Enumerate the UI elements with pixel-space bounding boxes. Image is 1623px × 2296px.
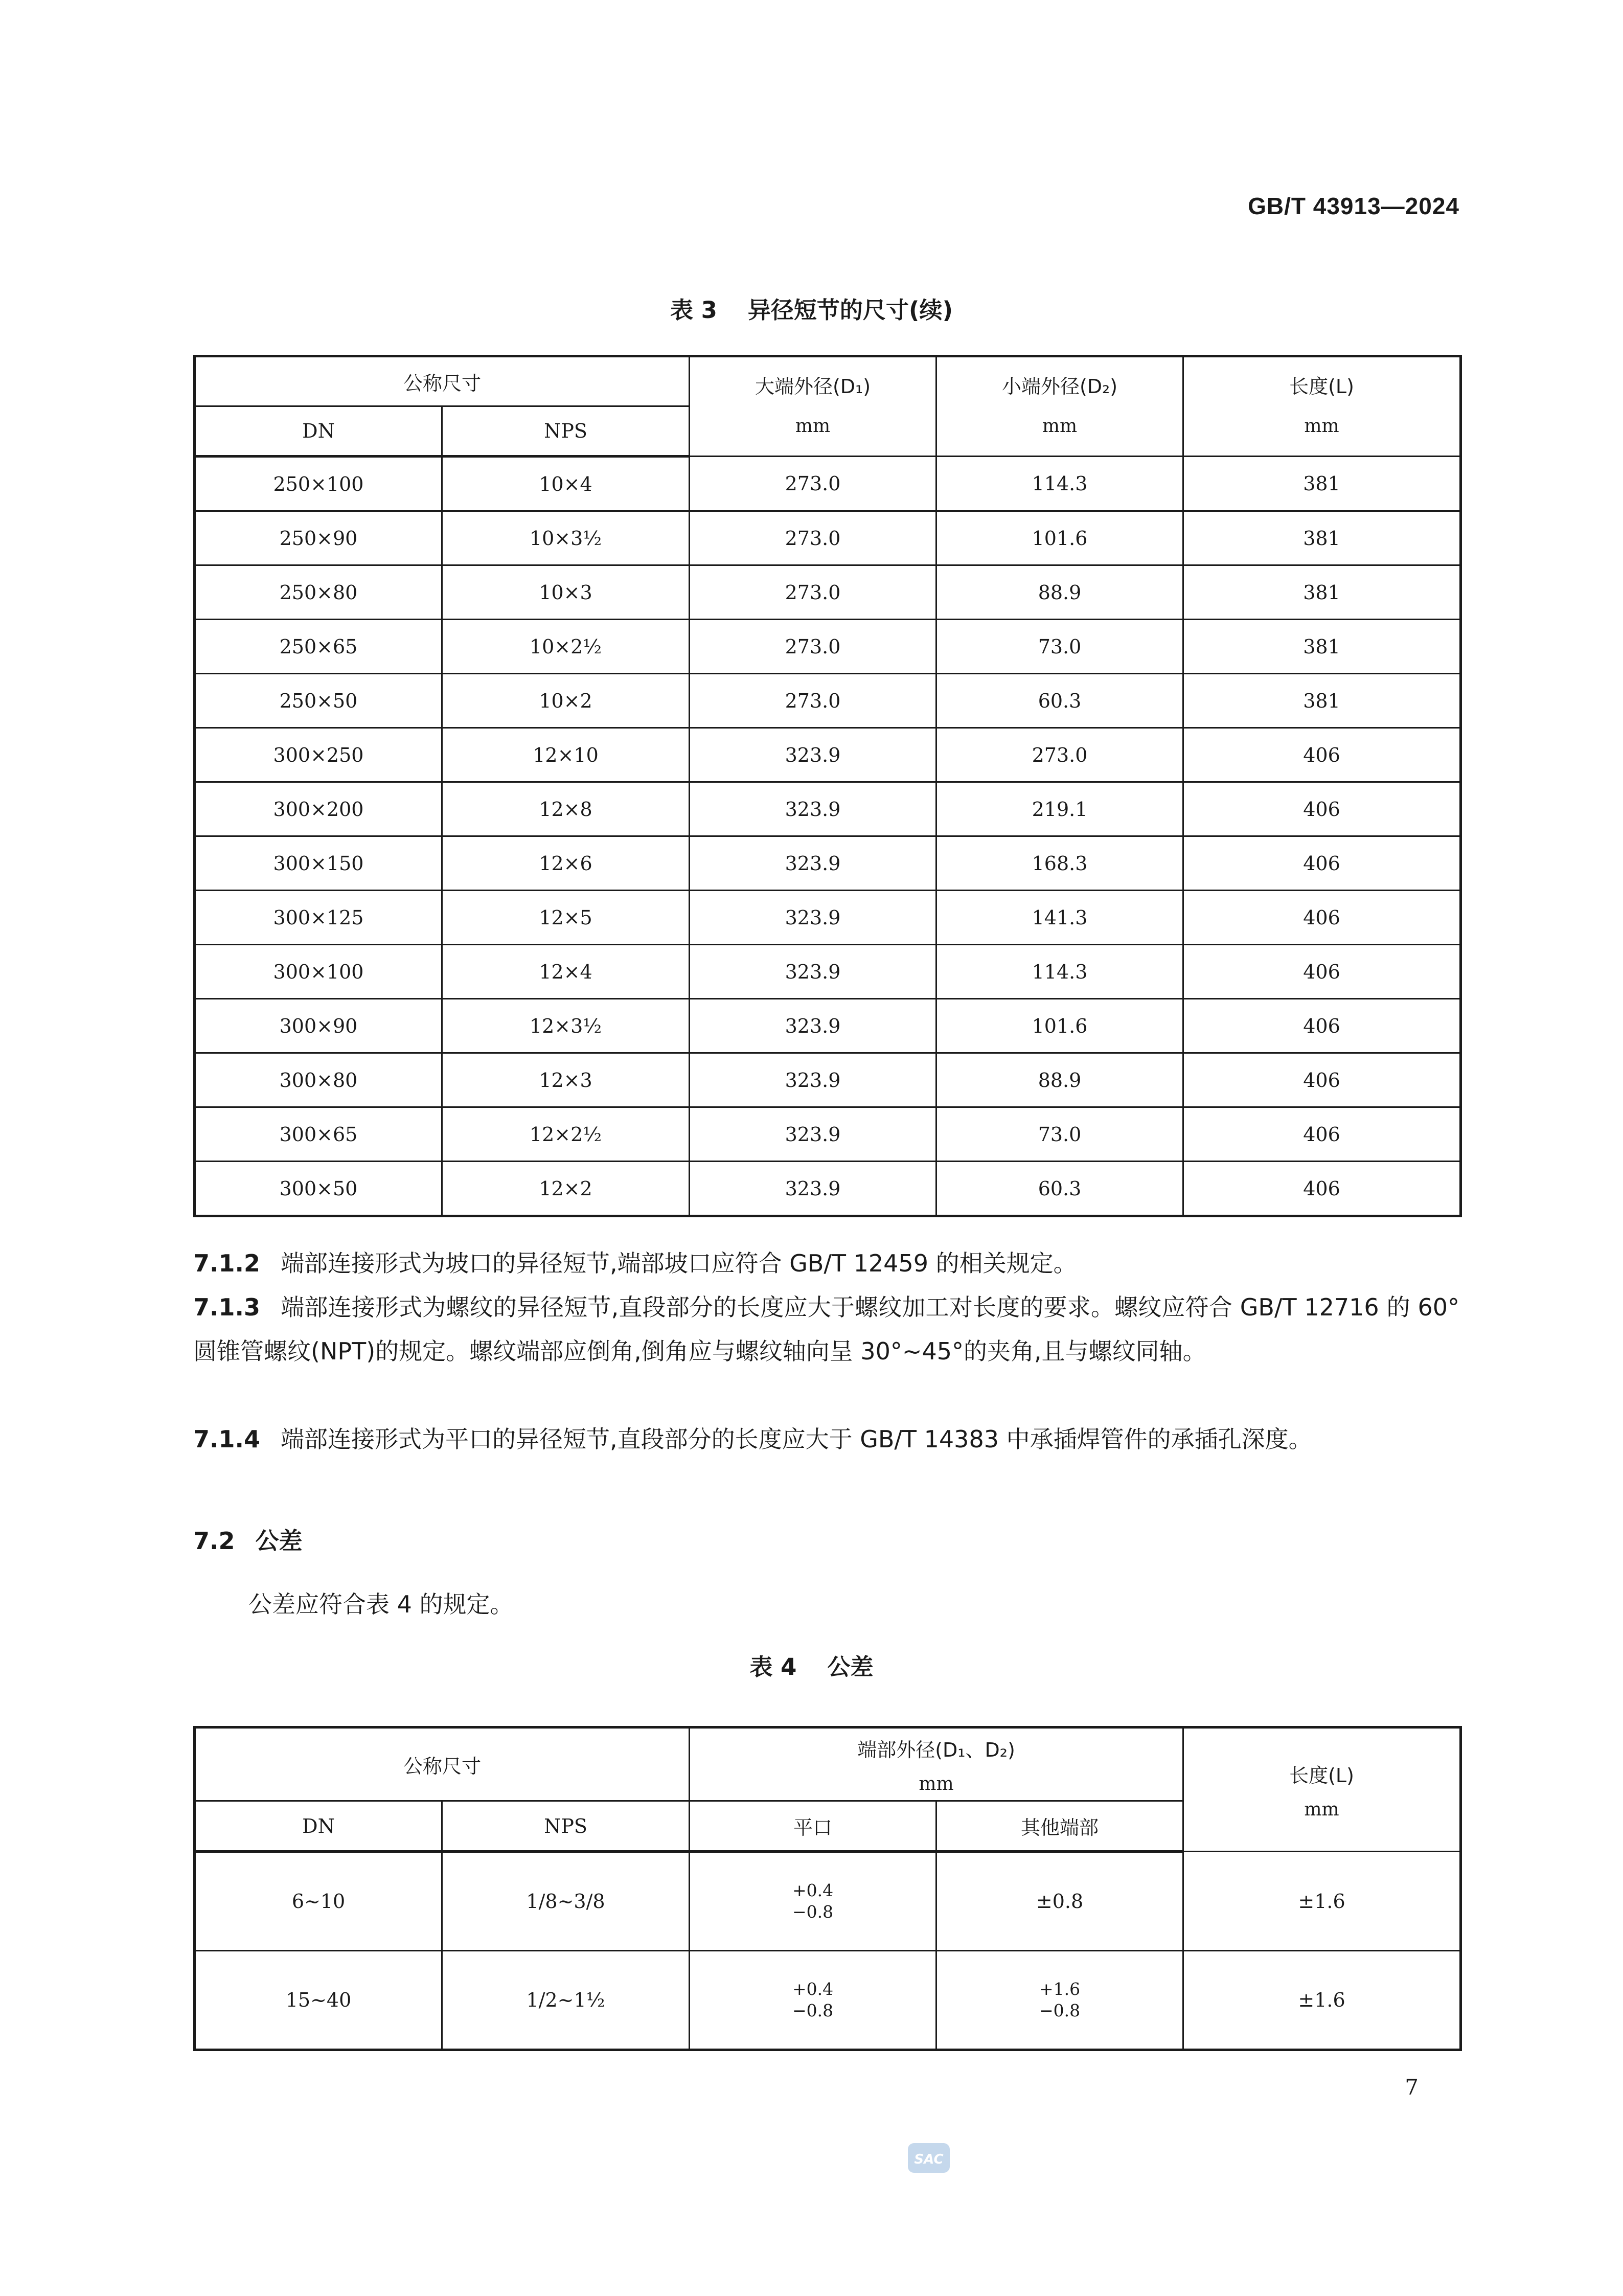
cell-d1: 323.9 bbox=[690, 945, 936, 999]
t3-header-dn: DN bbox=[195, 406, 442, 457]
cell-length: 406 bbox=[1183, 891, 1461, 945]
cell-d2: 219.1 bbox=[936, 782, 1183, 836]
cell-length: ±1.6 bbox=[1183, 1951, 1461, 2050]
table-row bbox=[195, 674, 1461, 728]
table-row bbox=[195, 1107, 1461, 1162]
cell-d2: 73.0 bbox=[936, 1107, 1183, 1162]
cell-d2: 60.3 bbox=[936, 674, 1183, 728]
cell-d1: 323.9 bbox=[690, 1162, 936, 1216]
cell-d2: 114.3 bbox=[936, 457, 1183, 511]
cell-length: 381 bbox=[1183, 565, 1461, 620]
t4-header-nps: NPS bbox=[442, 1801, 690, 1852]
cell-length: 406 bbox=[1183, 945, 1461, 999]
t3-header-d2-unit: mm bbox=[1042, 416, 1078, 437]
cell-d1: 323.9 bbox=[690, 1053, 936, 1107]
cell-dn: 6~10 bbox=[195, 1852, 442, 1951]
cell-d2: 101.6 bbox=[936, 511, 1183, 565]
cell-dn: 300×90 bbox=[195, 999, 442, 1053]
cell-nps: 12×5 bbox=[442, 891, 690, 945]
cell-d1: 323.9 bbox=[690, 836, 936, 891]
t4-header-nominal-size: 公称尺寸 bbox=[195, 1727, 690, 1801]
table4-caption bbox=[0, 1648, 1623, 1681]
cell-nps: 10×2 bbox=[442, 674, 690, 728]
svg-text:SAC: SAC bbox=[914, 2152, 944, 2167]
stacked-tolerance bbox=[792, 1880, 833, 1923]
cell-nps: 12×4 bbox=[442, 945, 690, 999]
t4-header-end-od bbox=[690, 1727, 1183, 1801]
table-row bbox=[195, 1053, 1461, 1107]
cell-d2: 88.9 bbox=[936, 565, 1183, 620]
section-7-2-text: 公差应符合表 4 的规定。 bbox=[248, 1590, 514, 1618]
t4-header-dn: DN bbox=[195, 1801, 442, 1852]
t4-header-end-od-unit: mm bbox=[919, 1774, 954, 1794]
clause-7-1-2 bbox=[193, 1241, 1459, 1285]
cell-dn: 250×80 bbox=[195, 565, 442, 620]
cell-d1: 323.9 bbox=[690, 728, 936, 782]
table-row bbox=[195, 457, 1461, 511]
t3-header-d2-label: 小端外径(D₂) bbox=[1001, 375, 1118, 398]
upper-deviation: +0.4 bbox=[792, 1979, 834, 1999]
section-7-2-title: 公差 bbox=[255, 1527, 303, 1555]
cell-nps: 12×2 bbox=[442, 1162, 690, 1216]
cell-length: 406 bbox=[1183, 1107, 1461, 1162]
clause-7-1-2-text: 端部连接形式为坡口的异径短节,端部坡口应符合 GB/T 12459 的相关规定。 bbox=[280, 1249, 1077, 1277]
table3-caption-title: 异径短节的尺寸(续) bbox=[747, 297, 953, 324]
t3-header-d2 bbox=[936, 356, 1183, 457]
table4 bbox=[193, 1726, 1462, 2051]
cell-length: 406 bbox=[1183, 728, 1461, 782]
cell-nps: 12×3 bbox=[442, 1053, 690, 1107]
cell-length: 381 bbox=[1183, 457, 1461, 511]
clause-7-1-2-number: 7.1.2 bbox=[193, 1249, 260, 1277]
stacked-tolerance bbox=[792, 1979, 833, 2021]
cell-nps: 10×3 bbox=[442, 565, 690, 620]
cell-length: 406 bbox=[1183, 782, 1461, 836]
cell-dn: 300×150 bbox=[195, 836, 442, 891]
cell-dn: 15~40 bbox=[195, 1951, 442, 2050]
cell-dn: 300×200 bbox=[195, 782, 442, 836]
t4-header-other: 其他端部 bbox=[936, 1801, 1183, 1852]
cell-d1: 273.0 bbox=[690, 620, 936, 674]
cell-length: 406 bbox=[1183, 999, 1461, 1053]
t4-header-end-od-label: 端部外径(D₁、D₂) bbox=[857, 1739, 1015, 1761]
t3-header-d1-unit: mm bbox=[795, 416, 831, 437]
t3-header-d1 bbox=[690, 356, 936, 457]
section-7-2-number: 7.2 bbox=[193, 1527, 235, 1555]
cell-d2: 101.6 bbox=[936, 999, 1183, 1053]
table-row bbox=[195, 782, 1461, 836]
standard-code: GB/T 43913—2024 bbox=[1248, 193, 1459, 219]
t4-header-length-label: 长度(L) bbox=[1289, 1764, 1354, 1787]
cell-nps: 10×3½ bbox=[442, 511, 690, 565]
t3-header-d1-label: 大端外径(D₁) bbox=[755, 375, 871, 398]
cell-length: ±1.6 bbox=[1183, 1852, 1461, 1951]
t3-header-length-label: 长度(L) bbox=[1289, 375, 1354, 398]
cell-dn: 300×100 bbox=[195, 945, 442, 999]
table-row bbox=[195, 565, 1461, 620]
cell-d2: 88.9 bbox=[936, 1053, 1183, 1107]
table-row bbox=[195, 1162, 1461, 1216]
cell-nps: 12×10 bbox=[442, 728, 690, 782]
table-row bbox=[195, 836, 1461, 891]
cell-dn: 250×50 bbox=[195, 674, 442, 728]
cell-nps: 10×4 bbox=[442, 457, 690, 511]
sac-logo bbox=[906, 2140, 952, 2176]
cell-d2: 73.0 bbox=[936, 620, 1183, 674]
clause-7-1-4 bbox=[193, 1417, 1459, 1461]
cell-d2: 168.3 bbox=[936, 836, 1183, 891]
table-row bbox=[195, 1852, 1461, 1951]
cell-nps: 10×2½ bbox=[442, 620, 690, 674]
cell-dn: 250×90 bbox=[195, 511, 442, 565]
cell-d1: 323.9 bbox=[690, 782, 936, 836]
cell-dn: 300×65 bbox=[195, 1107, 442, 1162]
lower-deviation: −0.8 bbox=[792, 2001, 834, 2020]
cell-dn: 300×250 bbox=[195, 728, 442, 782]
cell-d2: 60.3 bbox=[936, 1162, 1183, 1216]
clause-7-1-3 bbox=[193, 1285, 1459, 1373]
cell-d1: 273.0 bbox=[690, 457, 936, 511]
cell-d1: 273.0 bbox=[690, 674, 936, 728]
table3-caption bbox=[0, 291, 1623, 325]
t3-header-nominal-size: 公称尺寸 bbox=[195, 356, 690, 406]
cell-d2: 273.0 bbox=[936, 728, 1183, 782]
t3-header-length bbox=[1183, 356, 1461, 457]
table3 bbox=[193, 355, 1462, 1217]
cell-nps: 12×3½ bbox=[442, 999, 690, 1053]
cell-length: 381 bbox=[1183, 620, 1461, 674]
upper-deviation: +0.4 bbox=[792, 1880, 834, 1900]
table3-caption-number: 表 3 bbox=[670, 297, 717, 324]
cell-length: 381 bbox=[1183, 674, 1461, 728]
lower-deviation: −0.8 bbox=[1039, 2001, 1081, 2020]
table-row bbox=[195, 1951, 1461, 2050]
cell-nps: 1/2~1½ bbox=[442, 1951, 690, 2050]
table-row bbox=[195, 945, 1461, 999]
t3-header-length-unit: mm bbox=[1304, 416, 1339, 437]
clause-7-1-4-text: 端部连接形式为平口的异径短节,直段部分的长度应大于 GB/T 14383 中承插焊管件的承插孔深度。 bbox=[280, 1425, 1312, 1453]
table-row bbox=[195, 620, 1461, 674]
cell-nps: 12×6 bbox=[442, 836, 690, 891]
cell-dn: 300×50 bbox=[195, 1162, 442, 1216]
clause-7-1-4-number: 7.1.4 bbox=[193, 1425, 260, 1453]
table-row bbox=[195, 728, 1461, 782]
cell-nps: 12×2½ bbox=[442, 1107, 690, 1162]
upper-deviation: +1.6 bbox=[1039, 1979, 1081, 1999]
clause-7-1-3-text: 端部连接形式为螺纹的异径短节,直段部分的长度应大于螺纹加工对长度的要求。螺纹应符合 GB/T 12716 的 60°圆锥管螺纹(NPT)的规定。螺纹端部应倒角,倒角应与螺纹轴向呈 30°~45°的夹角,且与螺纹同轴。 bbox=[193, 1293, 1459, 1365]
table-row bbox=[195, 511, 1461, 565]
cell-dn: 300×125 bbox=[195, 891, 442, 945]
t4-header-plain: 平口 bbox=[690, 1801, 936, 1852]
cell-plain-tolerance bbox=[690, 1951, 936, 2050]
table4-caption-title: 公差 bbox=[827, 1653, 874, 1680]
cell-d1: 323.9 bbox=[690, 999, 936, 1053]
cell-length: 381 bbox=[1183, 511, 1461, 565]
lower-deviation: −0.8 bbox=[792, 1902, 834, 1922]
cell-d1: 323.9 bbox=[690, 891, 936, 945]
page-number: 7 bbox=[1405, 2075, 1419, 2100]
cell-length: 406 bbox=[1183, 836, 1461, 891]
section-7-2-heading bbox=[193, 1522, 303, 1556]
cell-d1: 273.0 bbox=[690, 511, 936, 565]
cell-d1: 273.0 bbox=[690, 565, 936, 620]
t4-header-length-unit: mm bbox=[1304, 1799, 1339, 1820]
cell-other-tolerance: ±0.8 bbox=[936, 1852, 1183, 1951]
cell-dn: 250×65 bbox=[195, 620, 442, 674]
cell-dn: 300×80 bbox=[195, 1053, 442, 1107]
t4-header-length bbox=[1183, 1727, 1461, 1852]
cell-length: 406 bbox=[1183, 1053, 1461, 1107]
table-row bbox=[195, 999, 1461, 1053]
stacked-tolerance bbox=[1039, 1979, 1080, 2021]
cell-dn: 250×100 bbox=[195, 457, 442, 511]
cell-plain-tolerance bbox=[690, 1852, 936, 1951]
cell-nps: 1/8~3/8 bbox=[442, 1852, 690, 1951]
cell-d2: 141.3 bbox=[936, 891, 1183, 945]
cell-d2: 114.3 bbox=[936, 945, 1183, 999]
cell-nps: 12×8 bbox=[442, 782, 690, 836]
clause-7-1-3-number: 7.1.3 bbox=[193, 1293, 260, 1321]
table4-body bbox=[195, 1852, 1461, 2050]
table3-body bbox=[195, 457, 1461, 1216]
table-row bbox=[195, 891, 1461, 945]
t3-header-nps: NPS bbox=[442, 406, 690, 457]
cell-d1: 323.9 bbox=[690, 1107, 936, 1162]
cell-other-tolerance bbox=[936, 1951, 1183, 2050]
table4-caption-number: 表 4 bbox=[749, 1653, 797, 1680]
cell-length: 406 bbox=[1183, 1162, 1461, 1216]
